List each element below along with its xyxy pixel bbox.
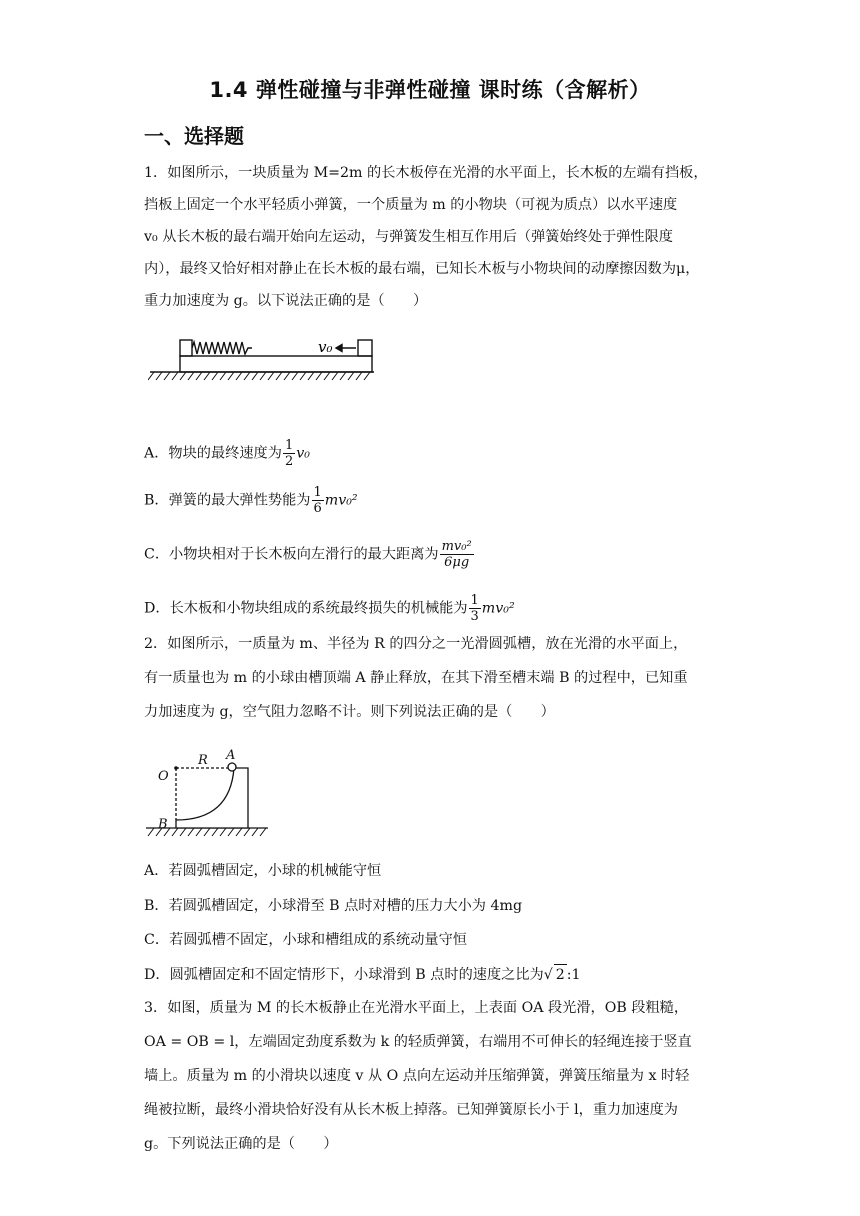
q1-option-d[interactable] [144, 593, 515, 624]
q1-option-b-fraction: $\frac{1}{6}$ [313, 485, 322, 516]
q1-ground-hatch [148, 372, 370, 380]
q3-line-2: OA = OB = l，左端固定劲度系数为 k 的轻质弹簧，右端用不可伸长的轻绳连接于竖直 [144, 1034, 692, 1050]
q2-line-1: 2．如图所示，一质量为 m、半径为 R 的四分之一光滑圆弧槽，放在光滑的水平面上， [144, 636, 688, 652]
q2-option-d-ratio-tail: :1 [566, 967, 581, 983]
document-title: 1.4 弹性碰撞与非弹性碰撞 课时练（含解析） [209, 78, 651, 102]
q1-option-d-tail: mv₀² [481, 600, 515, 617]
q2-line-2: 有一质量也为 m 的小球由槽顶端 A 静止释放，在其下滑至槽末端 B 的过程中，已知重 [144, 670, 688, 686]
q1-option-a-tail: v₀ [296, 445, 310, 462]
q1-line-1: 1．如图所示，一块质量为 M=2m 的长木板停在光滑的水平面上，长木板的左端有挡板， [144, 165, 708, 181]
q1-block [358, 340, 372, 356]
q2-option-d-sqrt-sign: √ [543, 967, 553, 983]
q1-line-4: 内），最终又恰好相对静止在长木板的最右端，已知长木板与小物块间的动摩擦因数为μ， [144, 261, 700, 277]
q3-line-4: 绳被拉断，最终小滑块恰好没有从长木板上掉落。已知弹簧原长小于 l，重力加速度为 [144, 1102, 678, 1118]
section-heading: 一、选择题 [144, 124, 244, 148]
q1-option-c-text: C．小物块相对于长木板向左滑行的最大距离为 [144, 546, 439, 563]
q2-label-o: O [158, 769, 169, 784]
q1-velocity-label: v₀ [318, 338, 333, 356]
q2-label-r: R [198, 753, 208, 768]
q2-option-b[interactable]: B．若圆弧槽固定，小球滑至 B 点时对槽的压力大小为 4mg [144, 898, 523, 914]
q2-option-a[interactable]: A．若圆弧槽固定，小球的机械能守恒 [144, 863, 382, 879]
q1-option-b-text: B．弹簧的最大弹性势能为 [144, 492, 311, 509]
q1-board [180, 356, 372, 372]
q1-option-d-text: D．长木板和小物块组成的系统最终损失的机械能为 [144, 600, 468, 617]
q1-option-a-text: A．物块的最终速度为 [144, 445, 282, 462]
q1-option-b-tail: mv₀² [324, 492, 358, 509]
q2-option-c[interactable]: C．若圆弧槽不固定，小球和槽组成的系统动量守恒 [144, 932, 467, 948]
q2-line-3: 力加速度为 g，空气阻力忽略不计。则下列说法正确的是（ ） [144, 704, 555, 720]
q1-left-stop [180, 340, 192, 356]
q1-option-d-fraction: $\frac{1}{3}$ [470, 593, 479, 624]
q1-option-c-fraction: $\frac{\text{mv₀²}}{6\mu g}$ [441, 539, 472, 570]
q2-figure [146, 742, 272, 842]
q1-option-b[interactable] [144, 485, 358, 516]
q1-line-3: v₀ 从长木板的最右端开始向左运动，与弹簧发生相互作用后（弹簧始终处于弹性限度 [144, 229, 673, 245]
question-1-stem [144, 157, 722, 317]
question-2-stem [144, 627, 722, 729]
q3-line-5: g。下列说法正确的是（ ） [144, 1136, 338, 1152]
question-3-stem [144, 991, 722, 1161]
q2-label-a: A [226, 748, 236, 763]
q2-ball [228, 763, 236, 771]
q1-spring [192, 342, 252, 354]
q1-option-a-fraction: $\frac{1}{2}$ [284, 438, 294, 469]
q3-line-1: 3．如图，质量为 M 的长木板静止在光滑水平面上，上表面 OA 段光滑，OB 段粗糙， [144, 1000, 689, 1016]
q1-figure [148, 332, 388, 384]
q2-center-point [174, 766, 178, 770]
q2-label-b: B [158, 817, 168, 832]
q1-line-5: 重力加速度为 g。以下说法正确的是（ ） [144, 293, 428, 309]
q1-line-2: 挡板上固定一个水平轻质小弹簧，一个质量为 m 的小物块（可视为质点）以水平速度 [144, 197, 678, 213]
q2-option-d-root: 2 [554, 964, 567, 985]
q2-option-d[interactable] [144, 964, 581, 985]
q2-option-d-text: D．圆弧槽固定和不固定情形下，小球滑到 B 点时的速度之比为 [144, 967, 544, 983]
q1-option-c[interactable] [144, 539, 475, 570]
q1-arrow-head [336, 345, 342, 352]
q3-line-3: 墙上。质量为 m 的小滑块以速度 v 从 O 点向左运动并压缩弹簧，弹簧压缩量为 x 时轻 [144, 1068, 690, 1084]
q2-groove [176, 768, 248, 828]
q1-option-a[interactable] [144, 438, 310, 469]
